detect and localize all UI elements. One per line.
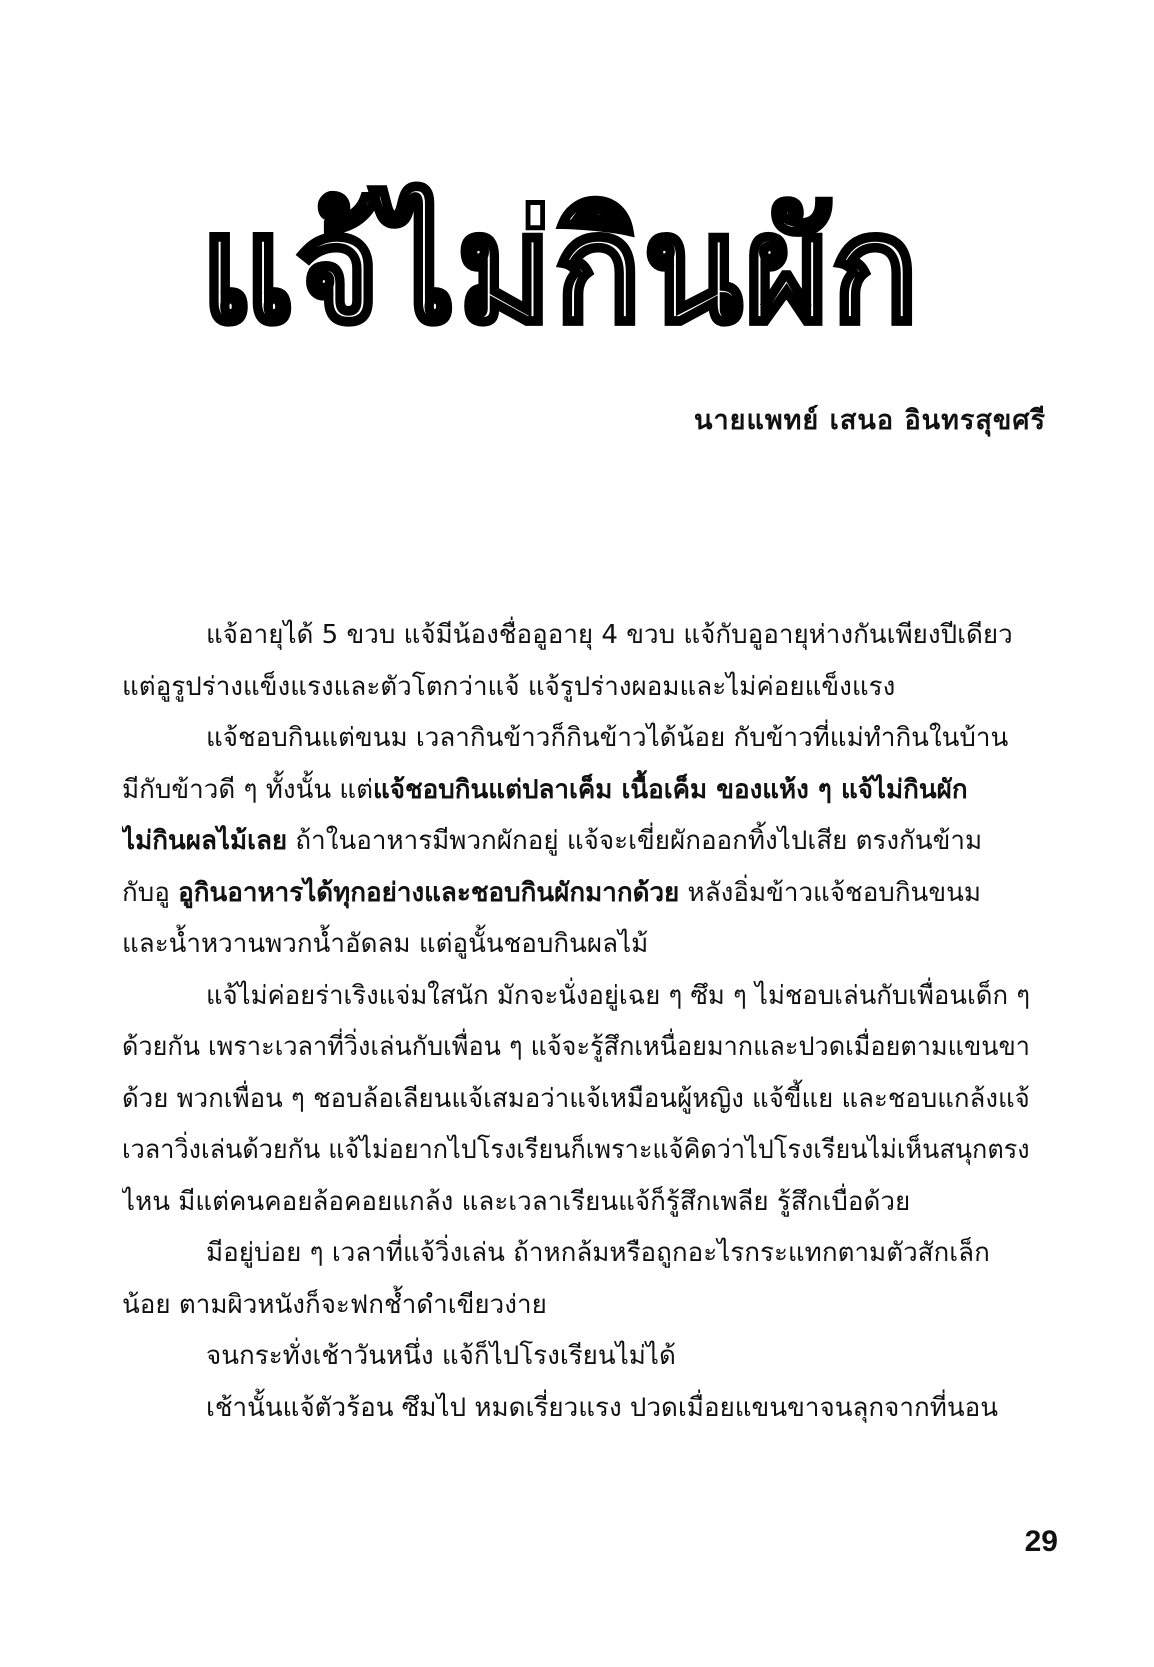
text-line <box>122 1331 1030 1383</box>
text-span: น้อย ตามผิวหนังก็จะฟกช้ำดำเขียวง่าย <box>122 1289 547 1320</box>
text-span: แจ้อายุได้ 5 ขวบ แจ้มีน้องชื่ออูอายุ 4 ขวบ แจ้กับอูอายุห่างกันเพียงปีเดียว <box>206 620 1013 650</box>
text-span: เวลาวิ่งเล่นด้วยกัน แจ้ไม่อยากไปโรงเรียนก็เพราะแจ้คิดว่าไปโรงเรียนไม่เห็นสนุกตรง <box>122 1135 1030 1165</box>
text-line <box>122 1383 1030 1435</box>
text-span: หลังอิ่มข้าวแจ้ชอบกินขนม <box>679 877 982 908</box>
text-span: กับอู <box>122 877 179 908</box>
text-span: แต่อูรูปร่างแข็งแรงและตัวโตกว่าแจ้ แจ้รูปร่างผอมและไม่ค่อยแข็งแรง <box>122 671 896 702</box>
text-line <box>122 713 1030 765</box>
text-line <box>122 610 1030 662</box>
bold-text-span: อูกินอาหารได้ทุกอย่างและชอบกินผักมากด้วย <box>178 877 680 908</box>
bold-text-span: แจ้ชอบกินแต่ปลาเค็ม เนื้อเค็ม ของแห้ง ๆ แจ้ไม่กินผัก <box>373 774 968 805</box>
text-span: มีกับข้าวดี ๆ ทั้งนั้น แต่ <box>122 774 374 805</box>
author-byline: นายแพทย์ เสนอ อินทรสุขศรี <box>694 405 1046 436</box>
text-span: ไหน มีแต่คนคอยล้อคอยแกล้ง และเวลาเรียนแจ้ก็รู้สึกเพลีย รู้สึกเบื่อด้วย <box>122 1186 911 1217</box>
bold-text-span: ไม่กินผลไม้เลย <box>122 826 288 856</box>
page-number: 29 <box>1024 1525 1058 1558</box>
text-span: ด้วย พวกเพื่อน ๆ ชอบล้อเลียนแจ้เสมอว่าแจ้เหมือนผู้หญิง แจ้ขี้แย และชอบแกล้งแจ้ <box>122 1083 1030 1114</box>
text-line <box>122 971 1030 1023</box>
text-line <box>122 1125 1030 1177</box>
text-line <box>122 1177 1030 1229</box>
text-span: ด้วยกัน เพราะเวลาที่วิ่งเล่นกับเพื่อน ๆ แจ้จะรู้สึกเหนื่อยมากและปวดเมื่อยตามแขนขา <box>122 1032 1030 1062</box>
text-line <box>122 1228 1030 1280</box>
text-line <box>122 1280 1030 1332</box>
story-body <box>122 610 1030 1434</box>
text-line <box>122 816 1030 868</box>
text-line <box>122 765 1030 817</box>
story-title: แจ้ไม่กินผัก <box>199 183 921 357</box>
text-span: แจ้ไม่ค่อยร่าเริงแจ่มใสนัก มักจะนั่งอยู่เฉย ๆ ซึม ๆ ไม่ชอบเล่นกับเพื่อนเด็ก ๆ <box>206 980 1030 1011</box>
title-block <box>200 180 920 360</box>
text-line <box>122 1074 1030 1126</box>
text-line <box>122 868 1030 920</box>
text-span: มีอยู่บ่อย ๆ เวลาที่แจ้วิ่งเล่น ถ้าหกล้มหรือถูกอะไรกระแทกตามตัวสักเล็ก <box>206 1238 990 1268</box>
text-span: เช้านั้นแจ้ตัวร้อน ซึมไป หมดเรี่ยวแรง ปวดเมื่อยแขนขาจนลุกจากที่นอน <box>206 1392 999 1423</box>
text-span: และน้ำหวานพวกน้ำอัดลม แต่อูนั้นชอบกินผลไม้ <box>122 929 649 959</box>
text-line <box>122 919 1030 971</box>
text-span: แจ้ชอบกินแต่ขนม เวลากินข้าวก็กินข้าวได้น้อย กับข้าวที่แม่ทำกินในบ้าน <box>206 723 1009 753</box>
text-line <box>122 1022 1030 1074</box>
text-span: จนกระทั่งเช้าวันหนึ่ง แจ้ก็ไปโรงเรียนไม่ได้ <box>206 1341 676 1371</box>
text-line <box>122 662 1030 714</box>
text-span: ถ้าในอาหารมีพวกผักอยู่ แจ้จะเขี่ยผักออกทิ้งไปเสีย ตรงกันข้าม <box>287 826 983 856</box>
